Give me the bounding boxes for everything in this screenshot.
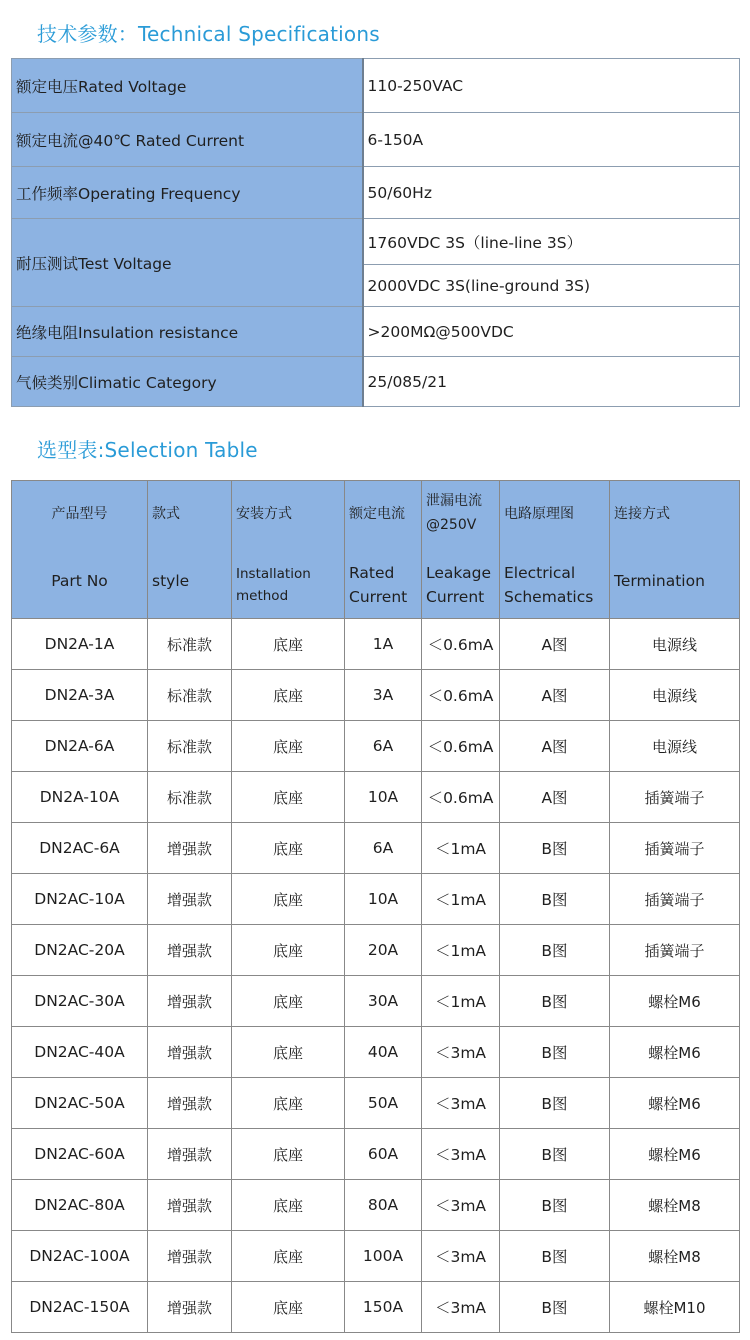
header-style: [148, 481, 232, 619]
schematic-cell: B图: [500, 1282, 610, 1333]
rated-current-cell: 100A: [345, 1231, 422, 1282]
header-zh: 安装方式: [236, 506, 292, 522]
termination-cell: 螺栓M10: [610, 1282, 740, 1333]
spec-key: 耐压测试Test Voltage: [12, 219, 363, 307]
installation-cell: 底座: [232, 619, 345, 670]
termination-cell: 螺栓M6: [610, 1027, 740, 1078]
part-no-cell: DN2AC-6A: [12, 823, 148, 874]
leakage-current-cell: ＜3mA: [422, 1282, 500, 1333]
spec-row: [12, 307, 740, 357]
installation-cell: 底座: [232, 823, 345, 874]
termination-cell: 螺栓M6: [610, 1129, 740, 1180]
leakage-current-cell: ＜1mA: [422, 976, 500, 1027]
installation-cell: 底座: [232, 772, 345, 823]
termination-cell: 电源线: [610, 619, 740, 670]
table-row: [12, 823, 740, 874]
table-row: [12, 670, 740, 721]
style-cell: 标准款: [148, 772, 232, 823]
part-no-cell: DN2AC-60A: [12, 1129, 148, 1180]
spec-value: 50/60Hz: [363, 167, 740, 219]
table-row: [12, 1231, 740, 1282]
schematic-cell: A图: [500, 721, 610, 772]
table-row: [12, 1027, 740, 1078]
table-row: [12, 772, 740, 823]
termination-cell: 螺栓M6: [610, 976, 740, 1027]
table-row: [12, 1078, 740, 1129]
leakage-current-cell: ＜3mA: [422, 1027, 500, 1078]
installation-cell: 底座: [232, 1282, 345, 1333]
part-no-cell: DN2AC-30A: [12, 976, 148, 1027]
termination-cell: 电源线: [610, 721, 740, 772]
spec-row: [12, 59, 740, 113]
style-cell: 标准款: [148, 670, 232, 721]
termination-cell: 插簧端子: [610, 823, 740, 874]
part-no-cell: DN2A-6A: [12, 721, 148, 772]
schematic-cell: A图: [500, 619, 610, 670]
installation-cell: 底座: [232, 1180, 345, 1231]
schematic-cell: B图: [500, 976, 610, 1027]
rated-current-cell: 80A: [345, 1180, 422, 1231]
style-cell: 增强款: [148, 1027, 232, 1078]
header-schematics: [500, 481, 610, 619]
schematic-cell: B图: [500, 1078, 610, 1129]
spec-row: [12, 219, 740, 265]
installation-cell: 底座: [232, 721, 345, 772]
schematic-cell: B图: [500, 874, 610, 925]
spec-value: 25/085/21: [363, 357, 740, 407]
header-en: Part No: [51, 572, 108, 590]
part-no-cell: DN2AC-150A: [12, 1282, 148, 1333]
leakage-current-cell: ＜0.6mA: [422, 670, 500, 721]
leakage-current-cell: ＜0.6mA: [422, 619, 500, 670]
rated-current-cell: 6A: [345, 823, 422, 874]
header-en: style: [152, 572, 190, 590]
spec-key: 气候类别Climatic Category: [12, 357, 363, 407]
schematic-cell: A图: [500, 772, 610, 823]
part-no-cell: DN2A-1A: [12, 619, 148, 670]
table-row: [12, 1129, 740, 1180]
style-cell: 增强款: [148, 976, 232, 1027]
spec-value-secondary: 2000VDC 3S(line-ground 3S): [363, 265, 740, 307]
header-termination: [610, 481, 740, 619]
spec-key: 额定电压Rated Voltage: [12, 59, 363, 113]
rated-current-cell: 1A: [345, 619, 422, 670]
header-zh: 泄漏电流 @250V: [426, 493, 482, 533]
rated-current-cell: 40A: [345, 1027, 422, 1078]
termination-cell: 螺栓M6: [610, 1078, 740, 1129]
installation-cell: 底座: [232, 976, 345, 1027]
leakage-current-cell: ＜1mA: [422, 823, 500, 874]
spec-row: [12, 113, 740, 167]
table-row: [12, 619, 740, 670]
header-zh: 产品型号: [51, 506, 108, 522]
table-row: [12, 1282, 740, 1333]
leakage-current-cell: ＜0.6mA: [422, 721, 500, 772]
schematic-cell: B图: [500, 1231, 610, 1282]
header-en: Leakage Current: [426, 564, 491, 606]
rated-current-cell: 10A: [345, 772, 422, 823]
header-zh: 连接方式: [614, 506, 670, 522]
style-cell: 标准款: [148, 619, 232, 670]
spec-key: 工作频率Operating Frequency: [12, 167, 363, 219]
leakage-current-cell: ＜1mA: [422, 874, 500, 925]
style-cell: 增强款: [148, 1129, 232, 1180]
leakage-current-cell: ＜3mA: [422, 1231, 500, 1282]
leakage-current-cell: ＜3mA: [422, 1180, 500, 1231]
style-cell: 增强款: [148, 823, 232, 874]
part-no-cell: DN2A-3A: [12, 670, 148, 721]
part-no-cell: DN2AC-50A: [12, 1078, 148, 1129]
part-no-cell: DN2AC-100A: [12, 1231, 148, 1282]
style-cell: 增强款: [148, 925, 232, 976]
selection-header-row: [12, 481, 740, 619]
header-rated-current: [345, 481, 422, 619]
header-en: Installation method: [236, 566, 311, 604]
termination-cell: 电源线: [610, 670, 740, 721]
schematic-cell: B图: [500, 823, 610, 874]
termination-cell: 插簧端子: [610, 772, 740, 823]
style-cell: 增强款: [148, 1231, 232, 1282]
installation-cell: 底座: [232, 925, 345, 976]
style-cell: 增强款: [148, 1078, 232, 1129]
part-no-cell: DN2AC-80A: [12, 1180, 148, 1231]
leakage-current-cell: ＜3mA: [422, 1129, 500, 1180]
part-no-cell: DN2AC-10A: [12, 874, 148, 925]
style-cell: 增强款: [148, 1282, 232, 1333]
spec-value: 6-150A: [363, 113, 740, 167]
spec-value: 1760VDC 3S（line-line 3S）: [363, 219, 740, 265]
installation-cell: 底座: [232, 1231, 345, 1282]
leakage-current-cell: ＜0.6mA: [422, 772, 500, 823]
spec-section-title: 技术参数：Technical Specifications: [37, 22, 380, 46]
style-cell: 增强款: [148, 1180, 232, 1231]
table-row: [12, 874, 740, 925]
header-en: Termination: [614, 572, 705, 590]
style-cell: 标准款: [148, 721, 232, 772]
technical-specifications-table: [11, 58, 740, 407]
spec-key: 额定电流@40℃ Rated Current: [12, 113, 363, 167]
table-row: [12, 1180, 740, 1231]
installation-cell: 底座: [232, 1129, 345, 1180]
spec-row: [12, 167, 740, 219]
rated-current-cell: 150A: [345, 1282, 422, 1333]
part-no-cell: DN2A-10A: [12, 772, 148, 823]
installation-cell: 底座: [232, 1027, 345, 1078]
selection-section-title: 选型表:Selection Table: [37, 438, 258, 462]
spec-row: [12, 357, 740, 407]
header-en: Rated Current: [349, 564, 408, 606]
rated-current-cell: 10A: [345, 874, 422, 925]
schematic-cell: B图: [500, 925, 610, 976]
rated-current-cell: 50A: [345, 1078, 422, 1129]
header-zh: 款式: [152, 506, 180, 522]
table-row: [12, 925, 740, 976]
termination-cell: 插簧端子: [610, 925, 740, 976]
header-zh: 电路原理图: [504, 506, 574, 522]
rated-current-cell: 3A: [345, 670, 422, 721]
installation-cell: 底座: [232, 1078, 345, 1129]
termination-cell: 螺栓M8: [610, 1180, 740, 1231]
header-part-no: [12, 481, 148, 619]
installation-cell: 底座: [232, 874, 345, 925]
schematic-cell: B图: [500, 1180, 610, 1231]
rated-current-cell: 20A: [345, 925, 422, 976]
header-zh: 额定电流: [349, 506, 405, 522]
header-installation: [232, 481, 345, 619]
header-leakage-current: [422, 481, 500, 619]
rated-current-cell: 30A: [345, 976, 422, 1027]
table-row: [12, 976, 740, 1027]
installation-cell: 底座: [232, 670, 345, 721]
rated-current-cell: 6A: [345, 721, 422, 772]
schematic-cell: B图: [500, 1129, 610, 1180]
leakage-current-cell: ＜3mA: [422, 1078, 500, 1129]
termination-cell: 插簧端子: [610, 874, 740, 925]
header-en: Electrical Schematics: [504, 564, 594, 606]
table-row: [12, 721, 740, 772]
part-no-cell: DN2AC-40A: [12, 1027, 148, 1078]
leakage-current-cell: ＜1mA: [422, 925, 500, 976]
part-no-cell: DN2AC-20A: [12, 925, 148, 976]
rated-current-cell: 60A: [345, 1129, 422, 1180]
spec-value: >200MΩ@500VDC: [363, 307, 740, 357]
spec-key: 绝缘电阻Insulation resistance: [12, 307, 363, 357]
schematic-cell: B图: [500, 1027, 610, 1078]
spec-value: 110-250VAC: [363, 59, 740, 113]
termination-cell: 螺栓M8: [610, 1231, 740, 1282]
schematic-cell: A图: [500, 670, 610, 721]
style-cell: 增强款: [148, 874, 232, 925]
selection-table: [11, 480, 740, 1333]
